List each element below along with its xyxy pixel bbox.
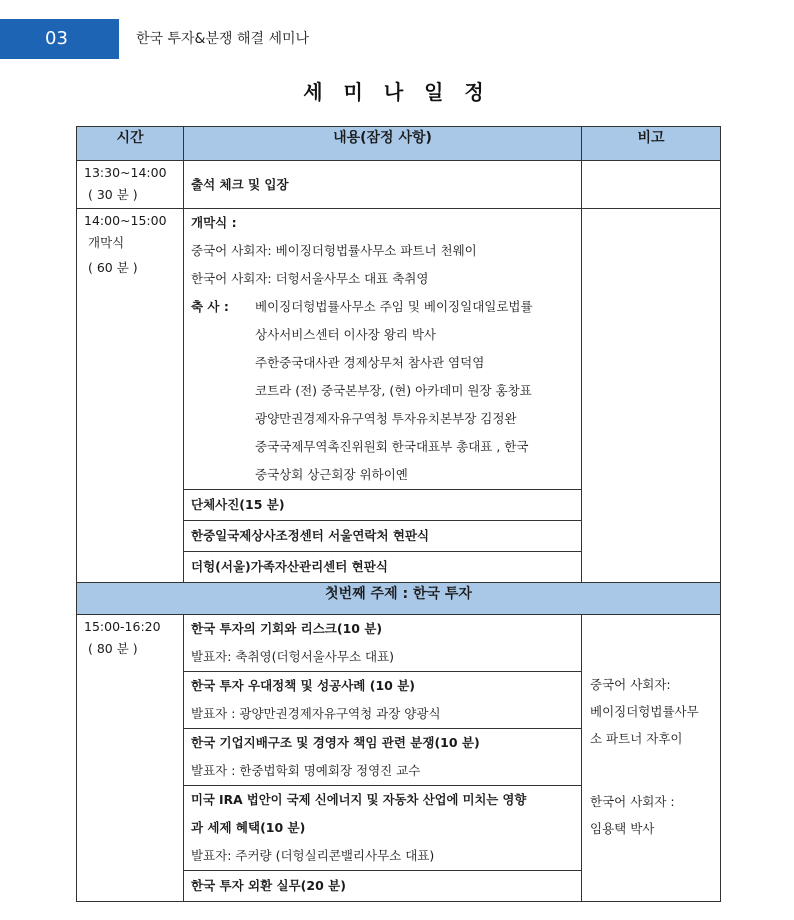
talk-title: 한국 투자의 기회와 리스크(10 분): [191, 621, 383, 636]
content-cell: [184, 161, 582, 209]
talk-speaker: 발표자 : 한중법학회 명예회장 정영진 교수: [191, 763, 421, 778]
header-note: 비고: [582, 127, 721, 161]
congrats-speaker: 중국상회 상근회장 위하이옌: [255, 467, 408, 482]
time-cell: [77, 615, 184, 902]
header-content: 내용(잠정 사항): [184, 127, 582, 161]
content-cell: [184, 490, 582, 521]
talk-title: 한국 투자 우대정책 및 성공사례 (10 분): [191, 678, 415, 693]
content-cell: [184, 615, 582, 672]
section-row: [77, 583, 721, 615]
opening-title: 개막식 :: [191, 215, 237, 230]
congrats-speaker: 상사서비스센터 이사장 왕리 박사: [255, 327, 436, 342]
group-photo: 단체사진(15 분): [191, 497, 285, 512]
congrats-line: [191, 293, 575, 321]
time-range: 13:30~14:00: [84, 165, 167, 180]
moderator-note: [590, 615, 714, 842]
content-cell: [184, 786, 582, 871]
talk-title: 과 세제 혜택(10 분): [191, 820, 306, 835]
note-cell: [582, 615, 721, 902]
opening-label: 개막식: [88, 235, 125, 250]
time-range: 14:00~15:00: [84, 213, 167, 228]
note-line: 임용택 박사: [590, 821, 655, 836]
talk-title: 미국 IRA 법안이 국제 신에너지 및 자동차 산업에 미치는 영향: [191, 793, 527, 807]
schedule-table: [76, 126, 721, 902]
mc-chinese: 중국어 사회자: 베이징더헝법률사무소 파트너 천웨이: [191, 243, 477, 258]
table-header-row: [77, 127, 721, 161]
note-cell: [582, 209, 721, 583]
talk-title: 한국 투자 외환 실무(20 분): [191, 878, 346, 893]
congrats-speaker: 주한중국대사관 경제상무처 참사관 염덕염: [255, 355, 485, 370]
plaque-ceremony-2: 더헝(서울)가족자산관리센터 현판식: [191, 559, 388, 574]
duration: ( 60 분 ): [88, 260, 138, 275]
congrats-speaker: 베이징더헝법률사무소 주임 및 베이징일대일로법률: [255, 299, 533, 314]
talk-speaker: 발표자 : 광양만권경제자유구역청 과장 양광식: [191, 706, 441, 721]
content-cell: [184, 209, 582, 490]
mc-korean: 한국어 사회자: 더헝서울사무소 대표 축취영: [191, 271, 429, 286]
section-header: [0, 19, 794, 59]
duration: ( 30 분 ): [88, 187, 138, 202]
content-cell: [184, 672, 582, 729]
congrats-speaker: 코트라 (전) 중국본부장, (현) 아카데미 원장 홍창표: [255, 383, 532, 398]
table-row: [77, 615, 721, 672]
congrats-label: 축 사 :: [191, 299, 229, 314]
note-line: 중국어 사회자:: [590, 677, 671, 692]
content-cell: [184, 521, 582, 552]
table-row: [77, 209, 721, 490]
time-cell: [77, 209, 184, 583]
page-title: 세 미 나 일 정: [303, 80, 491, 104]
registration-text: 출석 체크 및 입장: [191, 176, 289, 192]
time-range: 15:00-16:20: [84, 619, 161, 634]
note-line: 한국어 사회자 :: [590, 794, 675, 809]
talk-title: 한국 기업지배구조 및 경영자 책임 관련 분쟁(10 분): [191, 735, 480, 750]
note-line: 소 파트너 자후이: [590, 731, 683, 746]
section-title: 한국 투자&분쟁 해결 세미나: [136, 31, 310, 47]
note-cell: [582, 161, 721, 209]
content-cell: [184, 871, 582, 902]
header-time: 시간: [77, 127, 184, 161]
congrats-speaker: 광양만권경제자유구역청 투자유치본부장 김정완: [255, 411, 517, 426]
section-number: 03: [0, 19, 119, 59]
time-cell: [77, 161, 184, 209]
congrats-speaker: 중국국제무역촉진위원회 한국대표부 총대표 , 한국: [255, 439, 529, 454]
table-row: [77, 161, 721, 209]
section-title-korea-investment: 첫번째 주제 : 한국 투자: [77, 583, 721, 615]
talk-speaker: 발표자: 주커량 (더헝실리콘밸리사무소 대표): [191, 848, 435, 863]
duration: ( 80 분 ): [88, 641, 138, 656]
plaque-ceremony-1: 한중일국제상사조정센터 서울연락처 현판식: [191, 528, 430, 543]
talk-speaker: 발표자: 축취영(더헝서울사무소 대표): [191, 649, 395, 664]
content-cell: [184, 552, 582, 583]
note-line: 베이징더헝법률사무: [590, 704, 699, 719]
content-cell: [184, 729, 582, 786]
